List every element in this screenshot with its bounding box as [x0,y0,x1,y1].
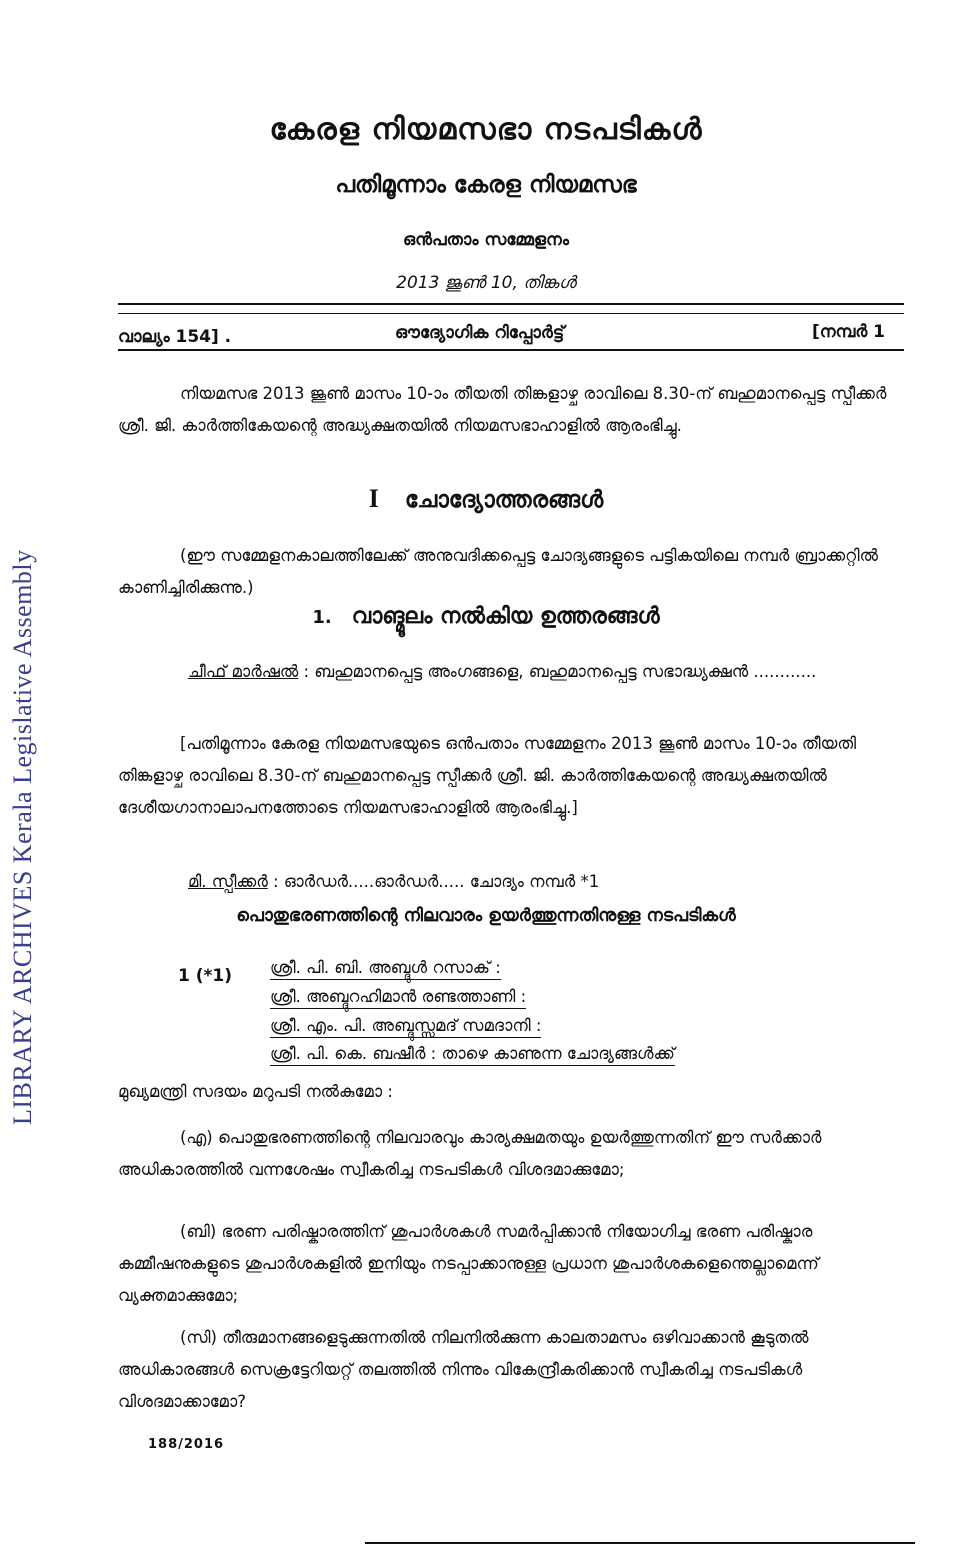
session-date: 2013 ജൂൺ 10, തിങ്കൾ [396,273,576,293]
subsection-heading [0,604,972,629]
intro-paragraph: നിയമസഭ 2013 ജൂൺ മാസം 10-ാം തീയതി തിങ്കളാഴ്ച രാവിലെ 8.30-ന് ബഹുമാനപ്പെട്ട സ്പീക്കർ ശ്രീ. ജി. കാർത്തികേയന്റെ അദ്ധ്യക്ഷതയിൽ നിയമസഭാഹാളിൽ ആരംഭിച്ചു. [118,384,887,435]
question-continuation: മുഖ്യമന്ത്രി സദയം മറുപടി നൽകുമോ : [118,1082,393,1101]
issue-number: [നമ്പർ 1 [812,322,886,342]
marshal-speaker: ചീഫ് മാർഷൽ [188,662,299,681]
question-part-c: (സി) തീരുമാനങ്ങളെടുക്കുന്നതിൽ നിലനിൽക്കുന്ന കാലതാമസം ഒഴിവാക്കാൻ കൂടുതൽ അധികാരങ്ങൾ സെക്രട്ടേറിയറ്റ് തലത്തിൽ നിന്നും വികേന്ദ്രീകരിക്കാൻ സ്വീകരിച്ച നടപടികൾ വിശദമാക്കാമോ? [118,1328,809,1411]
archive-watermark: LIBRARY ARCHIVES Kerala Legislative Assembly [8,549,37,1125]
member-2: ശ്രീ. അബ്ദുറഹിമാൻ രണ്ടത്താണി : [270,987,526,1009]
speaker-name: മി. സ്പീക്കർ [188,872,268,891]
session-label: ഒൻപതാം സമ്മേളനം [403,230,569,250]
member-3: ശ്രീ. എം. പി. അബ്ദുസ്സമദ് സമദാനി : [270,1016,541,1038]
member-4: ശ്രീ. പി. കെ. ബഷീർ : താഴെ കാണുന്ന ചോദ്യങ്ങൾക്ക് [270,1044,675,1066]
footer-code: 188/2016 [148,1437,225,1452]
speaker-line [188,866,908,898]
question-part-b: (ബി) ഭരണ പരിഷ്കാരത്തിന് ശുപാർശകൾ സമർപ്പിക്കാൻ നിയോഗിച്ച ഭരണ പരിഷ്കാര കമ്മീഷനുകളുടെ ശുപാർശകളിൽ ഇനിയും നടപ്പാക്കാനുള്ള പ്രധാന ശുപാർശകളെന്തെല്ലാമെന്ന് വ്യക്തമാക്കുമോ; [118,1222,819,1305]
question-number: 1 (*1) [178,966,233,986]
section-heading [0,484,972,514]
masthead-rule-top-thin [118,313,904,314]
section-roman: I [368,484,379,513]
masthead-rule-top [118,303,904,305]
report-label: ഔദ്യോഗിക റിപ്പോർട്ട് [395,323,565,343]
section-note: (ഈ സമ്മേളനകാലത്തിലേക്ക് അനുവദിക്കപ്പെട്ട ചോദ്യങ്ങളുടെ പട്ടികയിലെ നമ്പർ ബ്രാക്കറ്റിൽ കാണിച്ചിരിക്കുന്നു.) [118,546,879,597]
member-1: ശ്രീ. പി. ബി. അബ്ദുൾ റസാക് : [270,958,501,980]
subsection-title: വാങ്മൂലം നൽകിയ ഉത്തരങ്ങൾ [351,604,660,629]
section-title: ചോദ്യോത്തരങ്ങൾ [404,487,604,513]
speaker-text: : ഓർഡർ.....ഓർഡർ..... ചോദ്യം നമ്പർ *1 [267,872,600,891]
question-heading: പൊതുഭരണത്തിന്റെ നിലവാരം ഉയർത്തുന്നതിനുള്ള നടപടികൾ [236,906,736,926]
subsection-number: 1. [312,607,332,628]
volume-label: വാല്യം 154] . [118,327,232,347]
bottom-rule [365,1542,915,1544]
document-title: കേരള നിയമസഭാ നടപടികൾ [269,112,703,147]
marshal-text: : ബഹുമാനപ്പെട്ട അംഗങ്ങളെ, ബഹുമാനപ്പെട്ട സഭാദ്ധ്യക്ഷൻ ............ [298,662,817,681]
marshal-line [118,656,918,688]
question-part-a: (എ) പൊതുഭരണത്തിന്റെ നിലവാരവും കാര്യക്ഷമതയും ഉയർത്തുന്നതിന് ഈ സർക്കാർ അധികാരത്തിൽ വന്നശേഷം സ്വീകരിച്ച നടപടികൾ വിശദമാക്കുമോ; [118,1128,822,1179]
masthead-rule-bottom [118,349,904,351]
bracket-note: [പതിമൂന്നാം കേരള നിയമസഭയുടെ ഒൻപതാം സമ്മേളനം 2013 ജൂൺ മാസം 10-ാം തീയതി തിങ്കളാഴ്ച രാവിലെ 8.30-ന് ബഹുമാനപ്പെട്ട സ്പീക്കർ ശ്രീ. ജി. കാർത്തികേയന്റെ അദ്ധ്യക്ഷതയിൽ ദേശീയഗാനാലാപനത്തോടെ നിയമസഭാഹാളിൽ ആരംഭിച്ചു.] [118,734,857,817]
assembly-subtitle: പതിമൂന്നാം കേരള നിയമസഭ [335,172,637,198]
